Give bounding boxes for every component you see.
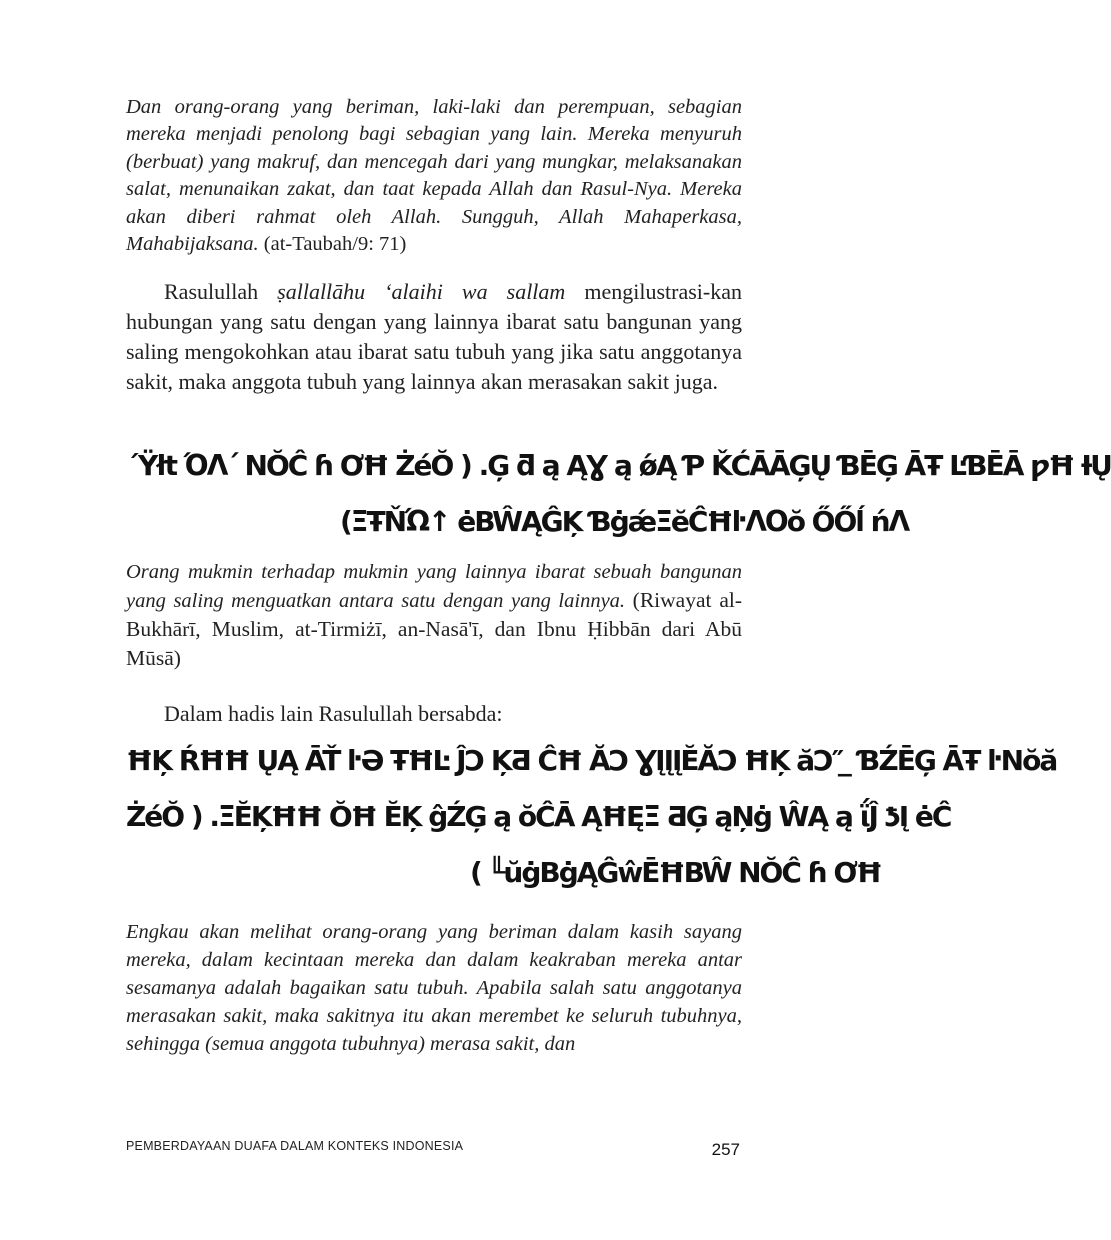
- quote-source: (Riwayat al-Bukhārī, Muslim, at-Tirmiżī, an-Nasā'ī, dan Ibnu Ḥibbān dari Abū Mūsā): [126, 588, 742, 670]
- quote-source: (at-Taubah/9: 71): [263, 233, 407, 256]
- quote-text: Orang mukmin terhadap mukmin yang lainnya ibarat sebuah bangunan yang saling menguatkan antara satu dengan yang lainnya.: [126, 561, 742, 612]
- running-footer-title: PEMBERDAYAAN DUAFA DALAM KONTEKS INDONESIA: [126, 1139, 464, 1153]
- quran-translation-quote: [126, 94, 742, 258]
- para-text: Dalam hadis lain Rasulullah bersabda:: [164, 701, 503, 726]
- arabic-hadith-2-line-2: ŻéŎ ) .ΞĔĶĦĦ ŎĦ ĔĶ ĝŹĢ ą ŏĈĀ ĄĦĘΞ ƋĢ ąŅġ ŴĄ ą ΐĴ ƾĮ ėĈ: [126, 800, 951, 833]
- arabic-hadith-2-line-1: ĦĶ ŔĦĦ ŲĄ ĀŤ ŀƏ ŦĦĿ ĴƆ ĶƋ ĈĦ ĂƆ ƔĮĮĮĔĂƆ ĦĶ ăƆ″ ̲ ƁŹĒĢ ĀŦ ŀNŏă: [126, 744, 1057, 777]
- para-lead: Rasulullah: [164, 279, 259, 304]
- hadith-translation-quote: [126, 558, 742, 673]
- arabic-hadith-line-2: (ΞŦŇΏ↑ ėBŴĄĜĶ ƁġǽΞĕĈĦŀΛΟŏ ŐŐĺ ńΛ: [340, 505, 909, 538]
- arabic-hadith-line-1: ´Ÿłt ΌΛ΄ NŎĈ ɦ ƠĦ ŻéŎ ) .Ģ ƌ ą ĄƔ ą ǿĄ Ƥ ǨĆĀĀĢŲ ƁĒĢ ĀŦ ĿƁĒĀ ƿĦ ƗŲ: [126, 449, 1111, 482]
- quote-text: Engkau akan melihat orang-orang yang beriman dalam kasih sayang mereka, dalam kecintaan mereka dan dalam keakraban mereka antar sesamanya adalah bagaikan satu tubuh. Apabila salah satu anggotanya merasakan sakit, maka sakitnya itu akan merembet ke seluruh tubuhnya, sehingga (semua anggota tubuhnya) merasa sakit, dan: [126, 921, 742, 1055]
- quote-text: Dan orang-orang yang beriman, laki-laki dan perempuan, sebagian mereka menjadi penolong bagi sebagian yang lain. Mereka menyuruh (berbuat) yang makruf, dan mencegah dari yang mungkar, melaksanakan salat, menunaikan zakat, dan taat kepada Allah dan Rasul-Nya. Mereka akan diberi rahmat oleh Allah. Sungguh, Allah Mahaperkasa, Mahabijaksana.: [126, 96, 742, 256]
- paragraph-hadis-lain: [126, 699, 742, 729]
- paragraph-rasulullah: [126, 277, 742, 397]
- honorific: ṣallallāhu ‘alaihi wa sallam: [277, 279, 566, 304]
- hadith-2-translation-quote: [126, 918, 742, 1058]
- arabic-hadith-2-line-3: ( ╙ŭġBġĄĜŵĒĦBŴ NŎĈ ɦ ƠĦ: [470, 856, 882, 889]
- para-body: mengilustrasi-kan hubungan yang satu dengan yang lainnya ibarat satu bangunan yang saling mengokohkan atau ibarat satu tubuh yang jika satu anggotanya sakit, maka anggota tubuh yang lainnya akan merasakan sakit juga.: [126, 279, 742, 394]
- page-number: 257: [711, 1140, 740, 1159]
